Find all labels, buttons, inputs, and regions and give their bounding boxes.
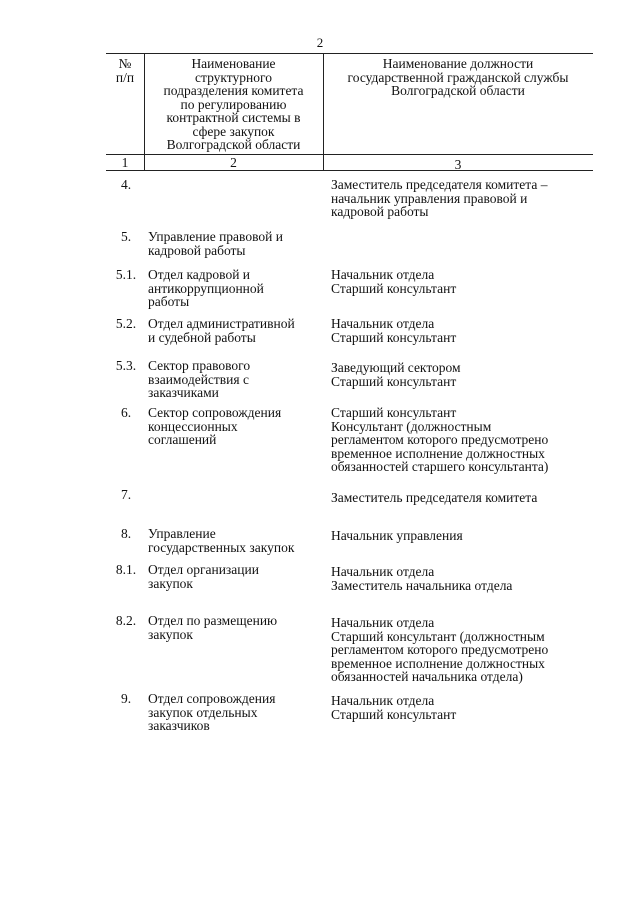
header-col-number: № п/п <box>115 56 135 85</box>
row-unit-name: Управление правовой и кадровой работы <box>148 229 283 258</box>
page-number: 2 <box>316 35 324 50</box>
row-positions: Старший консультант Консультант (должностным регламентом которого предусмотрено временное исполнение должностных обязанностей старшего консультанта) <box>331 405 549 474</box>
row-positions: Начальник отдела Старший консультант <box>331 267 457 296</box>
header-col-unit: Наименование структурного подразделения комитета по регулированию контрактной системы в сфере закупок Волгоградской области <box>163 56 304 152</box>
row-unit-name: Сектор сопровождения концессионных соглашений <box>148 405 282 447</box>
row-number: 7. <box>120 487 132 502</box>
row-positions: Начальник управления <box>331 528 463 543</box>
row-positions: Заместитель председателя комитета <box>331 490 538 505</box>
row-number: 8.1. <box>115 562 137 577</box>
row-number: 5.1. <box>115 267 137 282</box>
header-top-border <box>106 53 593 54</box>
header-col-position: Наименование должности государственной гражданской службы Волгоградской области <box>347 56 569 98</box>
row-unit-name: Отдел по размещению закупок <box>148 613 278 642</box>
header-index-2: 2 <box>230 155 237 170</box>
row-positions: Начальник отдела Старший консультант <box>331 316 457 345</box>
row-positions: Начальник отдела Старший консультант <box>331 693 457 722</box>
row-unit-name: Управление государственных закупок <box>148 526 295 555</box>
row-number: 5. <box>120 229 132 244</box>
row-positions: Начальник отдела Заместитель начальника отдела <box>331 564 513 593</box>
row-positions: Заведующий сектором Старший консультант <box>331 360 461 389</box>
row-number: 6. <box>120 405 132 420</box>
header-divider <box>106 154 593 155</box>
row-positions: Заместитель председателя комитета – начальник управления правовой и кадровой работы <box>331 177 548 219</box>
header-index-1: 1 <box>121 155 129 170</box>
row-number: 9. <box>120 691 132 706</box>
header-index-3: 3 <box>454 157 462 172</box>
row-unit-name: Отдел организации закупок <box>148 562 259 591</box>
row-number: 4. <box>120 177 132 192</box>
table-header <box>106 53 593 171</box>
row-unit-name: Отдел кадровой и антикоррупционной работы <box>148 267 264 309</box>
row-number: 8.2. <box>115 613 137 628</box>
row-number: 5.2. <box>115 316 137 331</box>
row-number: 5.3. <box>115 358 137 373</box>
row-positions: Начальник отдела Старший консультант (должностным регламентом которого предусмотрено временное исполнение должностных обязанностей начальника отдела) <box>331 615 549 684</box>
row-unit-name: Сектор правового взаимодействия с заказчиками <box>148 358 251 400</box>
row-unit-name: Отдел сопровождения закупок отдельных заказчиков <box>148 691 276 733</box>
row-number: 8. <box>120 526 132 541</box>
row-unit-name: Отдел административной и судебной работы <box>148 316 295 345</box>
